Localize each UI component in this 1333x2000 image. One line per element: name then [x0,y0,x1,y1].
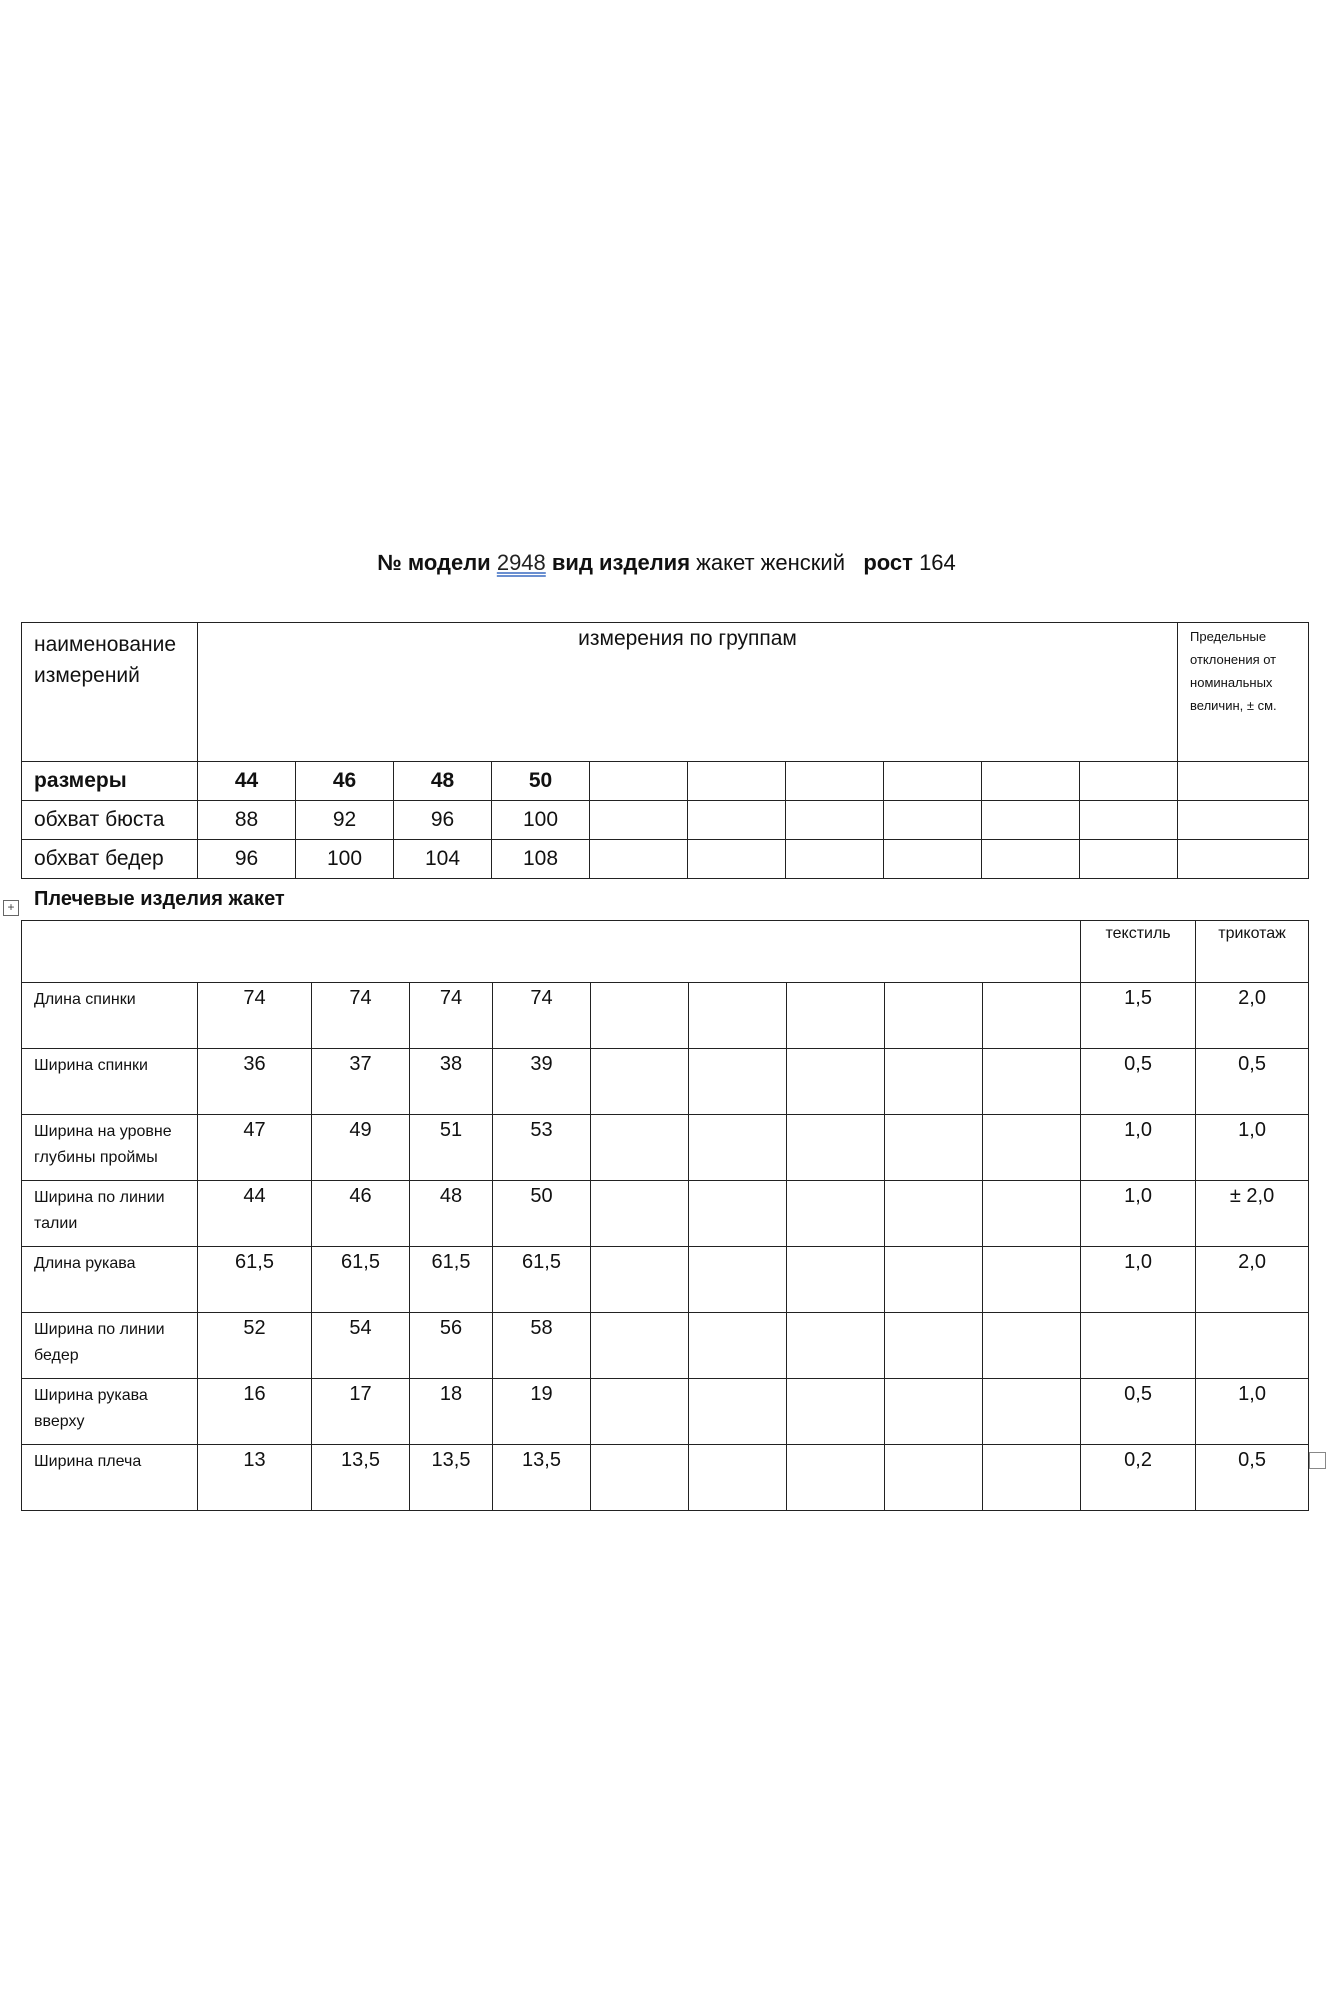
row-label: Ширина по линии бедер [22,1313,198,1379]
textile-cell: 1,0 [1081,1247,1196,1313]
value-cell: 18 [410,1379,493,1445]
table-move-handle-icon[interactable]: + [3,900,19,916]
empty-cell [885,1247,983,1313]
value-cell: 13 [198,1445,312,1511]
empty-cell [983,1247,1081,1313]
table-row [22,983,1309,1049]
row-label: Ширина плеча [22,1445,198,1511]
empty-cell [1080,840,1178,879]
value-cell: 56 [410,1313,493,1379]
empty-cell [787,1445,885,1511]
table-row [22,762,1309,801]
value-cell: 49 [312,1115,410,1181]
value-cell: 36 [198,1049,312,1115]
empty-cell [983,1115,1081,1181]
table-row [22,1049,1309,1115]
empty-cell [689,1379,787,1445]
row-label: размеры [22,762,198,801]
empty-cell [885,1115,983,1181]
empty-cell [1080,762,1178,801]
value-cell: 92 [296,801,394,840]
textile-cell [1081,1313,1196,1379]
empty-cell [591,1181,689,1247]
empty-cell [884,762,982,801]
header-name: наименование измерений [22,623,198,762]
value-cell: 16 [198,1379,312,1445]
value-cell: 37 [312,1049,410,1115]
value-cell: 61,5 [410,1247,493,1313]
empty-cell [983,1313,1081,1379]
empty-cell [884,840,982,879]
empty-cell [689,1445,787,1511]
value-cell: 17 [312,1379,410,1445]
knit-cell: 1,0 [1196,1379,1309,1445]
row-label: Ширина на уровне глубины проймы [22,1115,198,1181]
table-row [22,801,1309,840]
empty-cell [688,840,786,879]
empty-cell [591,1313,689,1379]
value-cell: 38 [410,1049,493,1115]
empty-cell [983,1181,1081,1247]
value-cell: 39 [493,1049,591,1115]
row-label: Ширина спинки [22,1049,198,1115]
knit-cell: 2,0 [1196,1247,1309,1313]
model-number: 2948 [496,550,546,575]
row-label: обхват бюста [22,801,198,840]
empty-cell [786,801,884,840]
empty-cell [983,1445,1081,1511]
header-knit: трикотаж [1196,921,1309,983]
value-cell: 88 [198,801,296,840]
header-note: Предельные отклонения от номинальных величин, ± см. [1178,623,1309,762]
table-row [22,1445,1309,1511]
empty-cell [787,1379,885,1445]
value-cell: 100 [296,840,394,879]
knit-cell [1196,1313,1309,1379]
textile-cell: 0,5 [1081,1379,1196,1445]
row-label: обхват бедер [22,840,198,879]
empty-cell [983,1379,1081,1445]
document-title [0,550,1333,576]
size-cell: 48 [394,762,492,801]
knit-cell: 0,5 [1196,1049,1309,1115]
empty-cell [787,1181,885,1247]
textile-cell: 1,0 [1081,1115,1196,1181]
value-cell: 48 [410,1181,493,1247]
size-cell: 46 [296,762,394,801]
value-cell: 13,5 [410,1445,493,1511]
table-row [22,1115,1309,1181]
textile-cell: 0,2 [1081,1445,1196,1511]
section-title: Плечевые изделия жакет [34,888,285,910]
empty-cell [885,1445,983,1511]
empty-cell [787,983,885,1049]
empty-cell [885,983,983,1049]
row-label: Ширина по линии талии [22,1181,198,1247]
empty-cell [885,1049,983,1115]
type-value: жакет женский [696,550,845,575]
empty-cell [591,1247,689,1313]
table-row [22,1313,1309,1379]
row-label: Длина рукава [22,1247,198,1313]
knit-cell: 0,5 [1196,1445,1309,1511]
empty-cell [1178,840,1309,879]
empty-cell [982,801,1080,840]
value-cell: 104 [394,840,492,879]
knit-cell: 1,0 [1196,1115,1309,1181]
measurements-table [21,622,1309,879]
value-cell: 61,5 [312,1247,410,1313]
value-cell: 46 [312,1181,410,1247]
header-empty [22,921,1081,983]
knit-cell: ± 2,0 [1196,1181,1309,1247]
textile-cell: 1,5 [1081,983,1196,1049]
empty-cell [787,1115,885,1181]
empty-cell [787,1247,885,1313]
type-label: вид изделия [551,550,691,575]
empty-cell [689,1115,787,1181]
empty-cell [590,762,688,801]
empty-cell [884,801,982,840]
table-header-row [22,921,1309,983]
height-value: 164 [919,550,956,575]
empty-cell [885,1181,983,1247]
table-row [22,840,1309,879]
value-cell: 54 [312,1313,410,1379]
table-header-row [22,623,1309,762]
empty-cell [689,983,787,1049]
table-resize-handle[interactable] [1309,1452,1326,1469]
value-cell: 74 [410,983,493,1049]
value-cell: 108 [492,840,590,879]
model-label: № модели [377,550,491,575]
value-cell: 61,5 [198,1247,312,1313]
empty-cell [786,840,884,879]
value-cell: 19 [493,1379,591,1445]
empty-cell [688,801,786,840]
table-row [22,1181,1309,1247]
empty-cell [1178,801,1309,840]
empty-cell [1178,762,1309,801]
empty-cell [885,1313,983,1379]
empty-cell [786,762,884,801]
size-cell: 50 [492,762,590,801]
empty-cell [590,840,688,879]
table-row [22,1379,1309,1445]
size-cell: 44 [198,762,296,801]
empty-cell [688,762,786,801]
header-textile: текстиль [1081,921,1196,983]
textile-cell: 1,0 [1081,1181,1196,1247]
empty-cell [689,1247,787,1313]
table-row [22,1247,1309,1313]
empty-cell [885,1379,983,1445]
value-cell: 58 [493,1313,591,1379]
value-cell: 13,5 [312,1445,410,1511]
value-cell: 96 [198,840,296,879]
empty-cell [591,1445,689,1511]
empty-cell [787,1049,885,1115]
value-cell: 51 [410,1115,493,1181]
value-cell: 44 [198,1181,312,1247]
height-label: рост [863,550,913,575]
value-cell: 96 [394,801,492,840]
empty-cell [689,1181,787,1247]
empty-cell [689,1313,787,1379]
value-cell: 53 [493,1115,591,1181]
empty-cell [787,1313,885,1379]
row-label: Длина спинки [22,983,198,1049]
empty-cell [591,1379,689,1445]
garment-measurements-table [21,920,1309,1511]
value-cell: 13,5 [493,1445,591,1511]
knit-cell: 2,0 [1196,983,1309,1049]
empty-cell [590,801,688,840]
value-cell: 100 [492,801,590,840]
value-cell: 74 [312,983,410,1049]
empty-cell [982,840,1080,879]
empty-cell [689,1049,787,1115]
value-cell: 61,5 [493,1247,591,1313]
value-cell: 50 [493,1181,591,1247]
empty-cell [591,983,689,1049]
empty-cell [591,1115,689,1181]
row-label: Ширина рукава вверху [22,1379,198,1445]
header-groups: измерения по группам [198,623,1178,762]
empty-cell [591,1049,689,1115]
value-cell: 52 [198,1313,312,1379]
value-cell: 47 [198,1115,312,1181]
empty-cell [982,762,1080,801]
empty-cell [983,1049,1081,1115]
textile-cell: 0,5 [1081,1049,1196,1115]
empty-cell [983,983,1081,1049]
value-cell: 74 [493,983,591,1049]
value-cell: 74 [198,983,312,1049]
empty-cell [1080,801,1178,840]
